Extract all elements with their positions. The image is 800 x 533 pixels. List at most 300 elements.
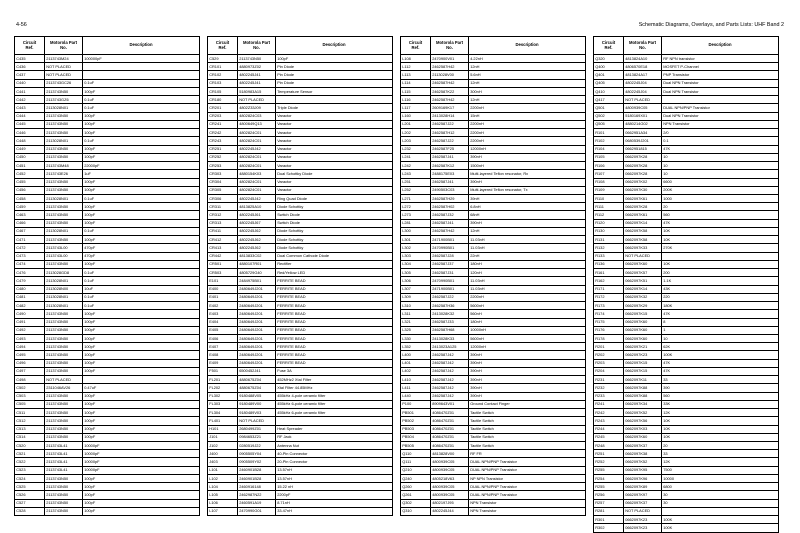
cell-description xyxy=(83,376,200,384)
table-row xyxy=(15,334,200,342)
cell-circuit-ref: L273 xyxy=(401,211,431,219)
cell-circuit-ref: CR180 xyxy=(208,96,238,104)
cell-description: 0.1uF xyxy=(83,194,200,202)
cell-description: 100pF xyxy=(83,425,200,433)
cell-part-no: 0662097K02 xyxy=(624,178,662,186)
cell-part-no: 0984653Z21 xyxy=(238,433,276,441)
cell-part-no: 4802245J62 xyxy=(238,227,276,235)
cell-circuit-ref: R133 xyxy=(594,252,624,260)
cell-part-no: 2462987N22 xyxy=(238,491,276,499)
table-row xyxy=(594,112,779,120)
parts-table-1 xyxy=(14,36,200,516)
cell-description: 100pF xyxy=(83,507,200,515)
table-row xyxy=(208,71,393,79)
cell-part-no: 2462587J31 xyxy=(431,269,469,277)
column-header-part-no: Motorola Part No. xyxy=(45,37,83,55)
cell-description: Ground Contact Finger xyxy=(469,400,586,408)
cell-description: 20 xyxy=(662,442,779,450)
cell-description: 10 xyxy=(662,334,779,342)
cell-part-no: 4802245J41 xyxy=(238,79,276,87)
cell-description: 100pF xyxy=(83,359,200,367)
cell-part-no: 2462587J42 xyxy=(431,359,469,367)
cell-description: FERRITE BEAD xyxy=(276,293,393,301)
cell-part-no: 0662097K51 xyxy=(624,277,662,285)
cell-circuit-ref: Q400 xyxy=(594,63,624,71)
table-row xyxy=(15,359,200,367)
table-row xyxy=(401,409,586,417)
cell-description xyxy=(83,63,200,71)
cell-circuit-ref: Q401 xyxy=(594,71,624,79)
cell-description: 220 xyxy=(662,293,779,301)
cell-part-no: 2484975B01 xyxy=(238,277,276,285)
parts-table-4 xyxy=(593,36,779,533)
table-row xyxy=(208,392,393,400)
cell-description: RF NPN transistor xyxy=(662,55,779,63)
cell-description: NP NPN Transistor xyxy=(469,474,586,482)
cell-description: 10K xyxy=(662,227,779,235)
cell-part-no: 2462587H02 xyxy=(431,203,469,211)
cell-description: 470pF xyxy=(83,244,200,252)
cell-part-no: 2113743N50 xyxy=(45,499,83,507)
table-row xyxy=(594,524,779,532)
cell-circuit-ref: L243 xyxy=(401,170,431,178)
cell-description: 12nH xyxy=(469,79,586,87)
cell-circuit-ref: R104 xyxy=(594,145,624,153)
cell-circuit-ref: J403 xyxy=(208,458,238,466)
table-row xyxy=(594,63,779,71)
table-row xyxy=(594,417,779,425)
table-row xyxy=(594,318,779,326)
cell-part-no: 9180489V03 xyxy=(238,409,276,417)
cell-description: 390nH xyxy=(469,351,586,359)
table-row xyxy=(594,293,779,301)
cell-circuit-ref: Q410 xyxy=(594,87,624,95)
cell-part-no: 4880107R01 xyxy=(238,260,276,268)
cell-circuit-ref: R231 xyxy=(594,376,624,384)
table-row xyxy=(594,219,779,227)
cell-circuit-ref: C525 xyxy=(15,483,45,491)
table-row xyxy=(401,302,586,310)
cell-circuit-ref: R162 xyxy=(594,277,624,285)
cell-part-no: 4802245J67 xyxy=(238,219,276,227)
cell-circuit-ref: E409 xyxy=(208,359,238,367)
cell-description: 8 xyxy=(662,318,779,326)
table-row xyxy=(594,384,779,392)
cell-part-no: 2113743N50 xyxy=(45,425,83,433)
cell-circuit-ref: CR253 xyxy=(208,162,238,170)
cell-circuit-ref: Q502 xyxy=(594,112,624,120)
cell-description: FERRITE BEAD xyxy=(276,302,393,310)
cell-part-no: 4802245J41 xyxy=(238,71,276,79)
cell-circuit-ref: L402 xyxy=(401,367,431,375)
cell-part-no: 0662097K37 xyxy=(624,499,662,507)
cell-description: 10000pF xyxy=(83,466,200,474)
cell-circuit-ref: C437 xyxy=(15,71,45,79)
table-row xyxy=(15,507,200,515)
table-row xyxy=(15,236,200,244)
cell-circuit-ref: R109 xyxy=(594,186,624,194)
cell-circuit-ref: R302 xyxy=(594,524,624,532)
cell-description: Pin Diode xyxy=(276,63,393,71)
table-row xyxy=(594,376,779,384)
cell-circuit-ref: C446 xyxy=(15,129,45,137)
table-row xyxy=(208,400,393,408)
table-row xyxy=(594,129,779,137)
table-row xyxy=(401,326,586,334)
cell-circuit-ref: C527 xyxy=(15,499,45,507)
cell-circuit-ref: R105 xyxy=(594,153,624,161)
table-row xyxy=(208,507,393,515)
cell-description: 5600nH xyxy=(469,302,586,310)
cell-part-no: 4800939C05 xyxy=(624,104,662,112)
cell-part-no: 2113743N50 xyxy=(45,112,83,120)
table-row xyxy=(401,145,586,153)
cell-description xyxy=(83,71,200,79)
table-row xyxy=(15,499,200,507)
table-row xyxy=(401,400,586,408)
cell-part-no: 4800649Q13 xyxy=(238,120,276,128)
cell-part-no: 2462587J41 xyxy=(431,153,469,161)
cell-part-no: 4880973Z02 xyxy=(238,63,276,71)
table-row xyxy=(15,392,200,400)
cell-part-no: 2113743N50 xyxy=(45,351,83,359)
table-row xyxy=(594,87,779,95)
cell-description: 12nH xyxy=(469,227,586,235)
cell-description: 100pF xyxy=(83,343,200,351)
cell-circuit-ref: CR241 xyxy=(208,120,238,128)
cell-description: 0.1uF xyxy=(83,302,200,310)
cell-circuit-ref: C442 xyxy=(15,96,45,104)
table-row xyxy=(208,96,393,104)
cell-part-no: 2113743N50 xyxy=(45,483,83,491)
table-row xyxy=(401,153,586,161)
cell-circuit-ref: L310 xyxy=(401,302,431,310)
cell-description: 120nH xyxy=(469,269,586,277)
table-row xyxy=(208,318,393,326)
cell-circuit-ref: R201 xyxy=(594,343,624,351)
cell-part-no: 0662097K28 xyxy=(624,153,662,161)
cell-circuit-ref: R178 xyxy=(594,334,624,342)
cell-part-no: 0662097K61 xyxy=(624,211,662,219)
cell-description: Dual NPN Transistor xyxy=(662,112,779,120)
cell-description: RF FR xyxy=(469,450,586,458)
table-row xyxy=(594,260,779,268)
cell-circuit-ref: R255 xyxy=(594,466,624,474)
cell-part-no: 4802824C01 xyxy=(238,162,276,170)
cell-circuit-ref: C521 xyxy=(15,450,45,458)
cell-circuit-ref: C528 xyxy=(15,507,45,515)
cell-circuit-ref: C452 xyxy=(15,170,45,178)
table-row xyxy=(15,145,200,153)
table-row xyxy=(594,507,779,515)
table-row xyxy=(401,442,586,450)
table-row xyxy=(15,170,200,178)
cell-part-no: 2113743L41 xyxy=(45,458,83,466)
cell-part-no: 2113743GC26 xyxy=(45,79,83,87)
cell-part-no: 4880214G02 xyxy=(624,120,662,128)
cell-circuit-ref: L252 xyxy=(401,186,431,194)
cell-circuit-ref: R301 xyxy=(594,516,624,524)
table-row xyxy=(594,400,779,408)
cell-part-no: 4802245J04 xyxy=(624,87,662,95)
cell-description: 100pF xyxy=(83,145,200,153)
cell-description: 22000pF xyxy=(83,162,200,170)
cell-circuit-ref: CR103 xyxy=(208,79,238,87)
cell-part-no: 2311046AV26 xyxy=(45,384,83,392)
cell-description: 100pF xyxy=(83,219,200,227)
cell-description: NPN Transistor xyxy=(469,507,586,515)
table-row xyxy=(401,178,586,186)
cell-circuit-ref: L440 xyxy=(401,392,431,400)
table-row xyxy=(208,277,393,285)
table-row xyxy=(401,425,586,433)
cell-part-no: 4802245J04 xyxy=(624,79,662,87)
cell-circuit-ref: Q111 xyxy=(401,458,431,466)
cell-circuit-ref: L401 xyxy=(401,359,431,367)
table-row xyxy=(208,153,393,161)
cell-part-no: 4802824C01 xyxy=(238,137,276,145)
cell-description: 10 xyxy=(662,153,779,161)
table-row xyxy=(208,310,393,318)
cell-part-no: 2113028N01 xyxy=(45,137,83,145)
table-row xyxy=(401,87,586,95)
cell-part-no: 2462587J28 xyxy=(431,252,469,260)
table-row xyxy=(401,293,586,301)
cell-description: 100pF xyxy=(83,334,200,342)
cell-description: 43K xyxy=(662,285,779,293)
table-row xyxy=(208,450,393,458)
cell-circuit-ref: CR105 xyxy=(208,87,238,95)
cell-circuit-ref: L160 xyxy=(401,112,431,120)
cell-part-no: 2462587H42 xyxy=(431,96,469,104)
table-row xyxy=(594,326,779,334)
cell-part-no: 2460591A19 xyxy=(238,499,276,507)
cell-part-no: 2113028N01 xyxy=(45,277,83,285)
cell-description: 100pF xyxy=(83,260,200,268)
table-row xyxy=(208,293,393,301)
cell-circuit-ref: C480 xyxy=(15,285,45,293)
table-row xyxy=(15,326,200,334)
cell-description: 0.1uF xyxy=(83,79,200,87)
table-row xyxy=(594,450,779,458)
table-row xyxy=(594,252,779,260)
cell-part-no: 2480649J201 xyxy=(238,293,276,301)
cell-description: Ring Quad Diode xyxy=(276,194,393,202)
cell-description: Dual Common Cathode Diode xyxy=(276,252,393,260)
cell-circuit-ref: R245 xyxy=(594,433,624,441)
cell-circuit-ref: C441 xyxy=(15,87,45,95)
cell-circuit-ref: C502 xyxy=(15,384,45,392)
cell-description: Varactor xyxy=(276,186,393,194)
table-row xyxy=(208,384,393,392)
table-row xyxy=(594,55,779,63)
cell-circuit-ref: R203 xyxy=(594,359,624,367)
table-body-2 xyxy=(208,55,393,516)
table-row xyxy=(594,334,779,342)
cell-circuit-ref: J400 xyxy=(208,450,238,458)
table-row xyxy=(594,170,779,178)
cell-circuit-ref: C513 xyxy=(15,425,45,433)
cell-part-no: 4802824C01 xyxy=(238,186,276,194)
table-row xyxy=(15,376,200,384)
cell-part-no: 0662097K15 xyxy=(624,359,662,367)
table-row xyxy=(208,458,393,466)
cell-description: 200K xyxy=(662,186,779,194)
cell-description: 33 xyxy=(662,450,779,458)
column-header-description: Description xyxy=(469,37,586,55)
table-row xyxy=(208,466,393,474)
cell-description: 100pF xyxy=(83,178,200,186)
cell-circuit-ref: L281 xyxy=(401,219,431,227)
cell-part-no: 4086470Z01 xyxy=(431,417,469,425)
cell-description: 452MHz2 Xtal Filter xyxy=(276,376,393,384)
cell-description: Multi-layered Teflon resonator, Rx xyxy=(469,170,586,178)
cell-part-no: 2490503C03 xyxy=(431,186,469,194)
table-row xyxy=(15,458,200,466)
cell-part-no: 0662097K96 xyxy=(624,474,662,482)
table-row xyxy=(594,343,779,351)
cell-description: Antenna Nut xyxy=(276,442,393,450)
cell-circuit-ref: E404 xyxy=(208,318,238,326)
parts-table-3 xyxy=(400,36,586,516)
cell-description: 20 xyxy=(662,203,779,211)
table-row xyxy=(15,79,200,87)
table-row xyxy=(594,211,779,219)
cell-description: 100pF xyxy=(83,87,200,95)
table-row xyxy=(594,392,779,400)
cell-description: RF Jack xyxy=(276,433,393,441)
table-row xyxy=(15,227,200,235)
cell-part-no: 4802245J62 xyxy=(238,244,276,252)
table-row xyxy=(208,194,393,202)
cell-circuit-ref: CR503 xyxy=(208,269,238,277)
cell-description: 455kHz 6-pole ceramic filter xyxy=(276,409,393,417)
cell-circuit-ref: R172 xyxy=(594,293,624,301)
table-row xyxy=(401,458,586,466)
cell-circuit-ref: R110 xyxy=(594,194,624,202)
cell-part-no: 2113028N01 xyxy=(45,302,83,310)
table-row xyxy=(15,120,200,128)
table-row xyxy=(594,474,779,482)
table-row xyxy=(15,194,200,202)
cell-circuit-ref: CR305 xyxy=(208,186,238,194)
cell-description: Triple Diode xyxy=(276,104,393,112)
table-row xyxy=(208,129,393,137)
table-row xyxy=(401,491,586,499)
cell-circuit-ref: J101 xyxy=(208,433,238,441)
cell-part-no: 2480649J201 xyxy=(238,326,276,334)
cell-description: 300nH xyxy=(469,87,586,95)
cell-circuit-ref: E403 xyxy=(208,310,238,318)
table-row xyxy=(401,79,586,87)
cell-circuit-ref: Q302 xyxy=(401,499,431,507)
cell-part-no: NOT PLACED xyxy=(624,507,662,515)
cell-description: 100pF xyxy=(83,483,200,491)
table-row xyxy=(401,63,586,71)
cell-description: 10000pF xyxy=(83,442,200,450)
table-row xyxy=(401,450,586,458)
cell-part-no: 2113743L41 xyxy=(45,450,83,458)
cell-part-no: 2113743N50 xyxy=(45,409,83,417)
cell-description: 2/0 xyxy=(662,129,779,137)
table-row xyxy=(594,442,779,450)
cell-circuit-ref: R175 xyxy=(594,318,624,326)
cell-description: 47K xyxy=(662,359,779,367)
cell-part-no: 2470990B01 xyxy=(431,244,469,252)
cell-part-no: 2413023A125 xyxy=(431,343,469,351)
cell-circuit-ref: R136 xyxy=(594,260,624,268)
cell-description: 11.03nH xyxy=(469,236,586,244)
cell-description: 100pF xyxy=(83,367,200,375)
table-row xyxy=(15,260,200,268)
table-row xyxy=(401,162,586,170)
cell-part-no: 4802245J42 xyxy=(238,194,276,202)
cell-description: 470pF xyxy=(83,252,200,260)
table-header-row xyxy=(594,37,779,55)
cell-part-no: 0662097K88 xyxy=(624,392,662,400)
cell-part-no: 2480649J201 xyxy=(238,285,276,293)
cell-part-no: 2113028V00 xyxy=(431,71,469,79)
column-header-part-no: Motorola Part No. xyxy=(624,37,662,55)
table-row xyxy=(594,145,779,153)
cell-part-no: 2462587H42 xyxy=(431,79,469,87)
cell-circuit-ref: R173 xyxy=(594,302,624,310)
cell-part-no: 2113743N50 xyxy=(45,129,83,137)
table-body-1 xyxy=(15,55,200,516)
table-row xyxy=(208,499,393,507)
table-row xyxy=(594,483,779,491)
column-header-part-no: Motorola Part No. xyxy=(238,37,276,55)
table-row xyxy=(208,343,393,351)
cell-circuit-ref: FL303 xyxy=(208,400,238,408)
cell-circuit-ref: L114 xyxy=(401,79,431,87)
table-row xyxy=(401,129,586,137)
table-row xyxy=(594,71,779,79)
table-row xyxy=(401,236,586,244)
cell-part-no: 2460916148 xyxy=(238,483,276,491)
table-row xyxy=(15,285,200,293)
cell-description: 0.1uF xyxy=(83,96,200,104)
cell-part-no: 4086470Z01 xyxy=(431,425,469,433)
table-row xyxy=(15,433,200,441)
cell-part-no: 2113743N50 xyxy=(45,260,83,268)
table-row xyxy=(401,359,586,367)
cell-part-no: 2480649J201 xyxy=(238,318,276,326)
cell-circuit-ref: C444 xyxy=(15,112,45,120)
table-row xyxy=(401,269,586,277)
cell-circuit-ref: E402 xyxy=(208,302,238,310)
cell-description: 0.1uF xyxy=(83,137,200,145)
table-row xyxy=(401,466,586,474)
cell-part-no: 2462587J42 xyxy=(431,392,469,400)
cell-description: 560nH xyxy=(469,310,586,318)
cell-part-no: 2462587H12 xyxy=(431,129,469,137)
table-row xyxy=(594,269,779,277)
cell-part-no: NOT PLACED xyxy=(45,71,83,79)
cell-part-no: 2413028K33 xyxy=(431,334,469,342)
cell-part-no: 0662097K23 xyxy=(624,351,662,359)
cell-part-no: 2113743N50 xyxy=(45,318,83,326)
cell-circuit-ref: C520 xyxy=(15,442,45,450)
cell-description: 390nH xyxy=(469,384,586,392)
cell-description: 100pF xyxy=(83,433,200,441)
table-row xyxy=(208,178,393,186)
table-row xyxy=(15,71,200,79)
cell-circuit-ref: R257 xyxy=(594,499,624,507)
cell-circuit-ref: L309 xyxy=(401,293,431,301)
cell-part-no: 2113743N50 xyxy=(45,507,83,515)
column-header-ref: Circuit Ref. xyxy=(208,37,238,55)
